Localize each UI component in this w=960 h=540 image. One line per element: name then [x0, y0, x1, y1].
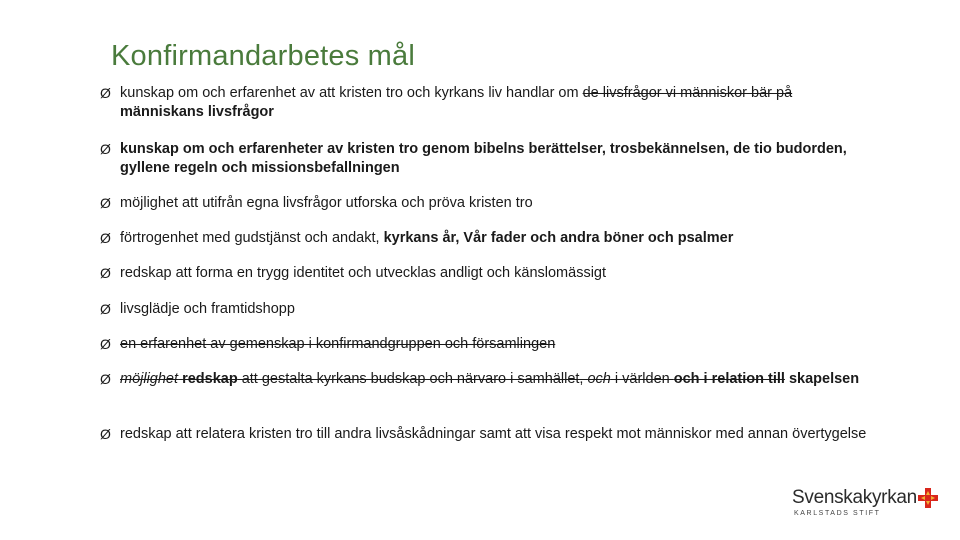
- text-segment: och i relation till: [673, 371, 785, 387]
- list-item-text: [120, 229, 870, 248]
- list-item-text: [120, 335, 870, 354]
- list-item-text: [120, 84, 870, 122]
- text-segment: de livsfrågor vi människor bär på: [582, 85, 793, 101]
- list-item: [100, 84, 870, 122]
- list-item-text: [120, 425, 870, 444]
- text-segment: förtrogenhet med gudstjänst och andakt,: [120, 230, 384, 246]
- svenska-kyrkan-logo: [792, 487, 942, 523]
- list-item: [100, 335, 870, 354]
- list-item: [100, 300, 870, 319]
- list-item: [100, 194, 870, 213]
- arrow-bullet-icon: Ø: [100, 230, 111, 246]
- text-segment: kunskap om och erfarenheter av kristen tro genom bibelns berättelser, trosbekännelsen, de tio budorden, gyllene regeln och missionsbefallningen: [120, 141, 847, 176]
- list-item: [100, 425, 870, 444]
- text-segment: möjlighet att utifrån egna livsfrågor utforska och pröva kristen tro: [120, 195, 533, 211]
- text-segment: kunskap om och erfarenhet av att kristen tro och kyrkans liv handlar om: [120, 85, 583, 101]
- list-item: [100, 140, 870, 178]
- page-title: Konfirmandarbetes mål: [111, 40, 416, 72]
- arrow-bullet-icon: Ø: [100, 265, 111, 281]
- list-item-text: [120, 264, 870, 283]
- list-item: [100, 370, 870, 389]
- list-item-text: [120, 140, 870, 178]
- arrow-bullet-icon: Ø: [100, 141, 111, 157]
- text-segment: och: [587, 371, 611, 387]
- text-segment: människans livsfrågor: [120, 104, 274, 120]
- arrow-bullet-icon: Ø: [100, 426, 111, 442]
- list-item-text: [120, 370, 870, 389]
- text-segment: kyrkans år, Vår fader och andra böner och psalmer: [383, 230, 734, 246]
- text-segment: att gestalta kyrkans budskap och närvaro i samhället,: [237, 371, 588, 387]
- arrow-bullet-icon: Ø: [100, 301, 111, 317]
- list-item-text: [120, 194, 870, 213]
- arrow-bullet-icon: Ø: [100, 195, 111, 211]
- text-segment: livsglädje och framtidshopp: [120, 301, 295, 317]
- text-segment: i världen: [610, 371, 674, 387]
- list-item: [100, 264, 870, 283]
- logo-wordmark: Svenskakyrkan: [792, 487, 917, 508]
- text-segment: möjlighet: [120, 371, 179, 387]
- text-segment: redskap att relatera kristen tro till andra livsåskådningar samt att visa respekt mot människor med annan övertygelse: [120, 426, 867, 442]
- list-item-text: [120, 300, 870, 319]
- arrow-bullet-icon: Ø: [100, 336, 111, 352]
- list-item: [100, 229, 870, 248]
- arrow-bullet-icon: Ø: [100, 371, 111, 387]
- text-segment: skapelsen: [784, 371, 860, 387]
- arrow-bullet-icon: Ø: [100, 85, 111, 101]
- logo-subtitle: KARLSTADS STIFT: [794, 510, 881, 517]
- text-segment: redskap: [182, 371, 238, 387]
- cross-icon: [917, 487, 939, 509]
- text-segment: redskap att forma en trygg identitet och utvecklas andligt och känslomässigt: [120, 265, 607, 281]
- text-segment: en erfarenhet av gemenskap i konfirmandgruppen och församlingen: [120, 336, 556, 352]
